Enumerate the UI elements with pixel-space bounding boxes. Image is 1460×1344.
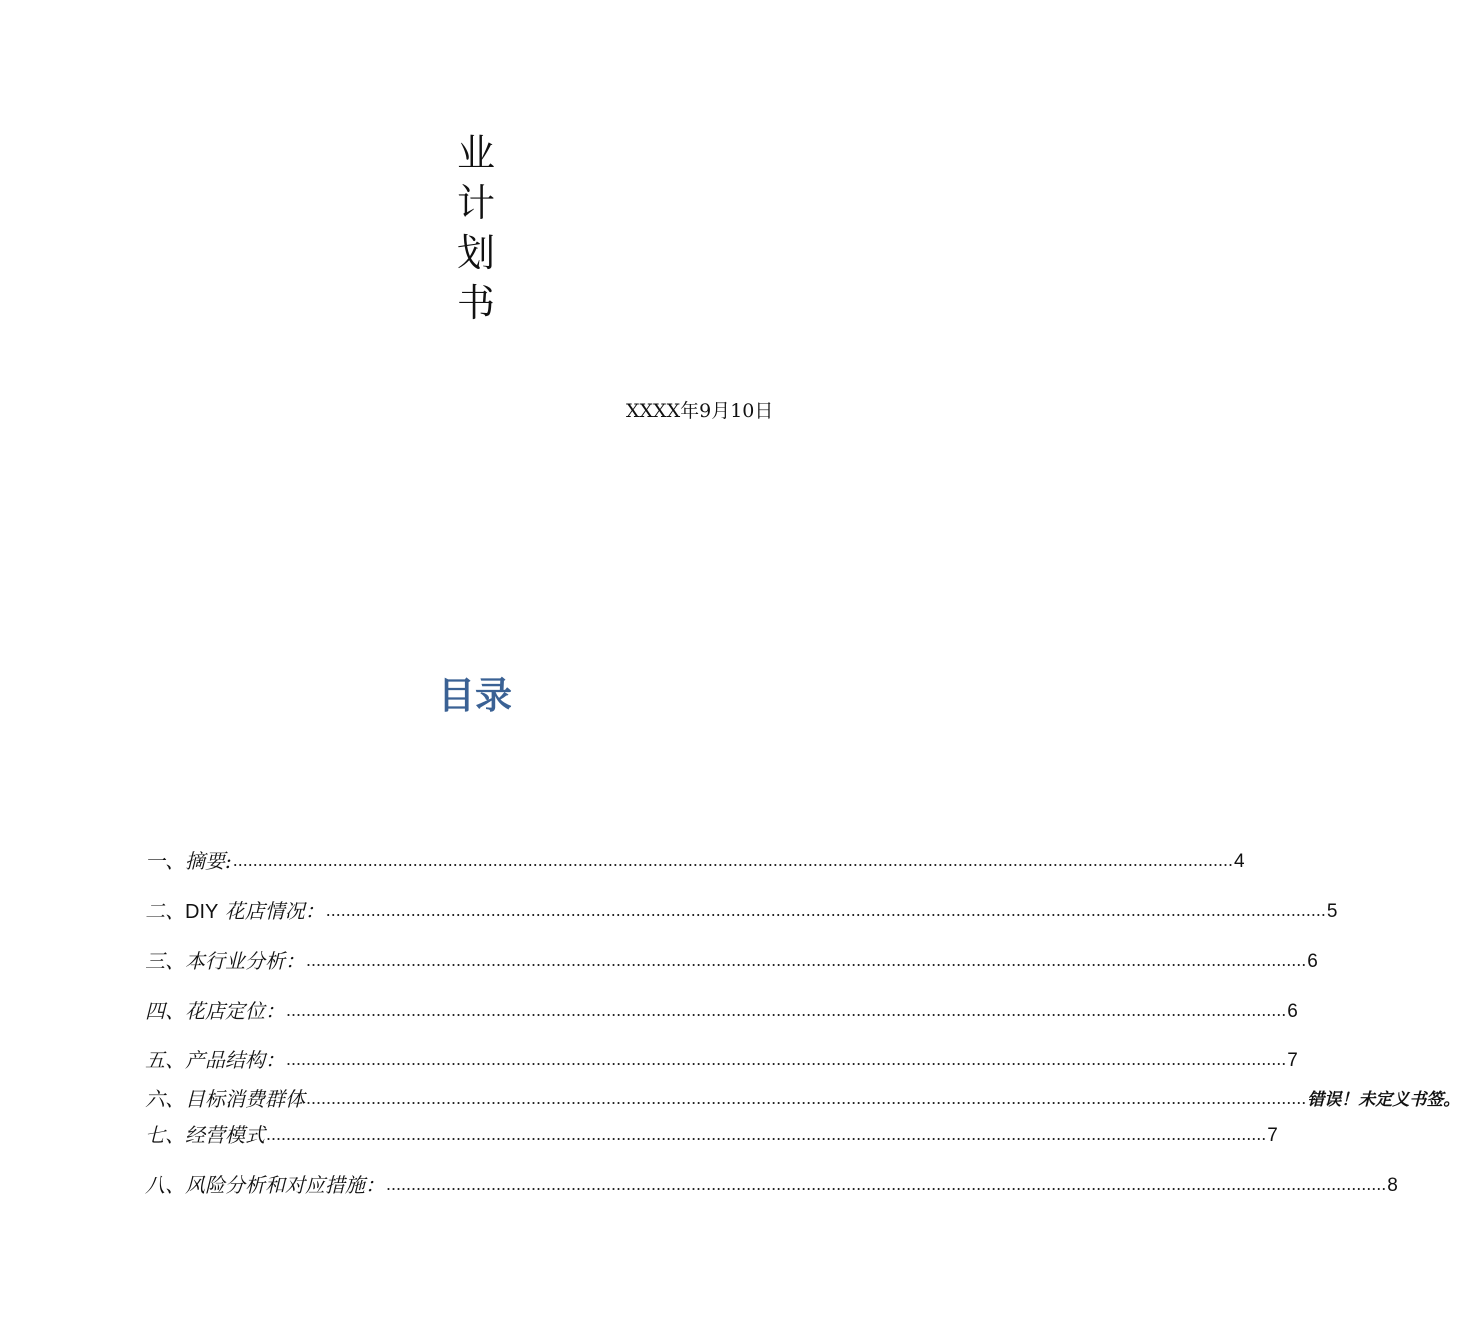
- toc-entry-page: 8: [1387, 1175, 1398, 1196]
- toc-entry[interactable]: [145, 1171, 1398, 1201]
- toc-entry-page: 4: [1233, 851, 1245, 872]
- toc-title: 目录: [438, 673, 512, 717]
- toc-leader-dots: ........................................................................................................................................................................................................: [386, 1174, 1387, 1194]
- toc-leader-dots: ........................................................................................................................................................................................................: [266, 1124, 1267, 1144]
- toc-entry[interactable]: [145, 997, 1298, 1027]
- title-char: 业: [456, 131, 495, 175]
- toc-entry-page: 7: [1267, 1125, 1278, 1146]
- toc-entry[interactable]: [145, 847, 1245, 877]
- toc-leader-dots: ........................................................................................................................................................................................................: [286, 1049, 1287, 1069]
- toc-leader-dots: ........................................................................................................................................................................................................: [232, 850, 1233, 870]
- toc-entry[interactable]: [145, 1046, 1298, 1076]
- toc-leader-dots: ........................................................................................................................................................................................................: [306, 1088, 1307, 1108]
- toc-entry[interactable]: [145, 1085, 1460, 1115]
- toc-entry-label: 五、产品结构：: [145, 1048, 285, 1072]
- toc-entry-label: 四、花店定位：: [145, 999, 285, 1023]
- toc-entry-page-error: 错误！未定义书签。: [1307, 1090, 1460, 1110]
- toc-leader-dots: ........................................................................................................................................................................................................: [286, 1000, 1287, 1020]
- toc-entry[interactable]: [145, 897, 1338, 927]
- toc-entry-page: 7: [1287, 1050, 1298, 1071]
- toc-entry-label: 七、经营模式: [145, 1123, 265, 1147]
- title-char: 书: [456, 281, 495, 325]
- toc-leader-dots: ........................................................................................................................................................................................................: [325, 900, 1326, 920]
- toc-entry-label: 一、摘要:: [145, 849, 232, 873]
- title-char: 计: [456, 181, 495, 225]
- toc-entry-label: 六、目标消费群体: [145, 1087, 305, 1111]
- toc-entry[interactable]: [145, 1121, 1278, 1151]
- toc-entry-page: 6: [1307, 951, 1318, 972]
- toc-entry-page: 5: [1326, 901, 1338, 922]
- toc-leader-dots: ........................................................................................................................................................................................................: [306, 950, 1307, 970]
- toc-entry-label: 三、本行业分析：: [145, 949, 305, 973]
- title-char: 划: [456, 231, 495, 275]
- toc-entry-page: 6: [1287, 1001, 1298, 1022]
- toc-entry-label: 二、DIY 花店情况：: [145, 899, 325, 923]
- toc-entry[interactable]: [145, 947, 1318, 977]
- document-date: XXXX年9月10日: [626, 400, 774, 422]
- document-title: [452, 128, 500, 328]
- toc-entry-label: 八、风险分析和对应措施：: [145, 1173, 385, 1197]
